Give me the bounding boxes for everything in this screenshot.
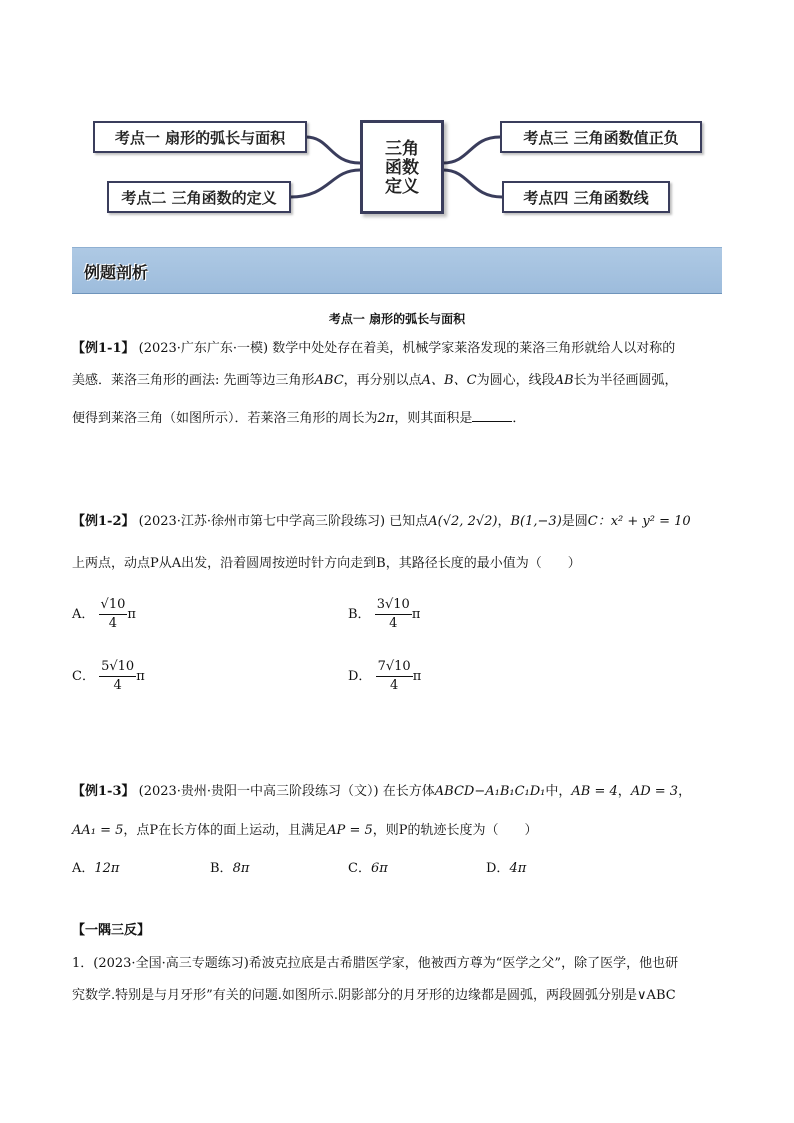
ex2-source: (2023·江苏·徐州市第七中学高三阶段练习) [138,514,386,529]
ex1-label: 【例1-1】 [72,341,135,356]
practice-line-2: 究数学.特别是与月牙形”有关的问题.如图所示.阴影部分的月牙形的边缘都是圆弧，两段圆弧分别是∨ABC [72,988,676,1003]
ex1-source: (2023·广东广东·一模) [138,341,269,356]
section-title: 例题剖析 [84,263,149,282]
ex3-source: (2023·贵州·贵阳一中高三阶段练习（文）) [138,784,379,799]
mindmap-node-1-label: 考点一 扇形的弧长与面积 [114,128,286,147]
ex2-line-1: 【例1-2】 (2023·江苏·徐州市第七中学高三阶段练习) 已知点A(√2, 2√2)，B(1,−3)是圆C：x² + y² = 10 [72,514,691,529]
subheading: 考点一 扇形的弧长与面积 [328,312,466,326]
practice-line-1: 1．(2023·全国·高三专题练习)希波克拉底是古希腊医学家，他被西方尊为“医学之父”，除了医学，他也研 [72,956,679,971]
ex3-line-1: 【例1-3】 (2023·贵州·贵阳一中高三阶段练习（文）) 在长方体ABCD−A₁B₁C₁D₁中，AB = 4，AD = 3， [72,784,692,799]
mindmap-node-3-label: 考点三 三角函数值正负 [523,128,679,147]
ex3-option-d[interactable]: D．4π [486,861,527,876]
ex1-line-3: 便得到莱洛三角（如图所示）．若莱洛三角形的周长为2π，则其面积是 ． [72,411,526,426]
ex3-option-b[interactable]: B．8π [210,861,250,876]
practice-heading: 【一隅三反】 [72,923,151,938]
practice-source: (2023·全国·高三专题练习) [93,956,249,971]
ex1-line-2: 美感．莱洛三角形的画法: 先画等边三角形ABC，再分别以点A、B、C为圆心，线段AB长为半径画圆弧， [72,373,678,388]
answer-blank[interactable] [472,421,512,422]
mindmap-node-3 [500,121,702,153]
mindmap-node-1 [93,121,307,153]
mindmap-center-line-2: 函数 [385,158,419,178]
ex3-line-2: AA₁ = 5，点P在长方体的面上运动，且满足AP = 5，则P的轨迹长度为（ ） [72,823,538,838]
ex3-option-c[interactable]: C．6π [348,861,388,876]
mindmap-node-4 [502,181,670,213]
ex1-line-1: 【例1-1】 (2023·广东广东·一模) 数学中处处存在着美，机械学家莱洛发现的莱洛三角形就给人以对称的 [72,341,676,356]
mindmap-node-2 [107,181,291,213]
ex2-option-a[interactable]: A． $\frac{√10}{4}$ π [72,597,136,631]
ex2-label: 【例1-2】 [72,514,135,529]
section-header [72,247,722,294]
ex3-option-a[interactable]: A．12π [72,861,120,876]
mindmap-center-line-3: 定义 [385,177,419,197]
mindmap-center-line-1: 三角 [385,139,419,159]
ex2-option-b[interactable]: B． $\frac{3√10}{4}$ π [348,597,421,631]
mindmap-node-4-label: 考点四 三角函数线 [523,188,649,207]
ex2-option-d[interactable]: D． $\frac{7√10}{4}$ π [348,659,422,693]
ex3-label: 【例1-3】 [72,784,135,799]
ex2-option-c[interactable]: C． $\frac{5√10}{4}$ π [72,659,145,693]
mindmap-node-2-label: 考点二 三角函数的定义 [121,188,277,207]
mindmap-center [360,120,444,214]
ex2-line-2: 上两点，动点P从A出发，沿着圆周按逆时针方向走到B，其路径长度的最小值为（ ） [72,556,581,571]
